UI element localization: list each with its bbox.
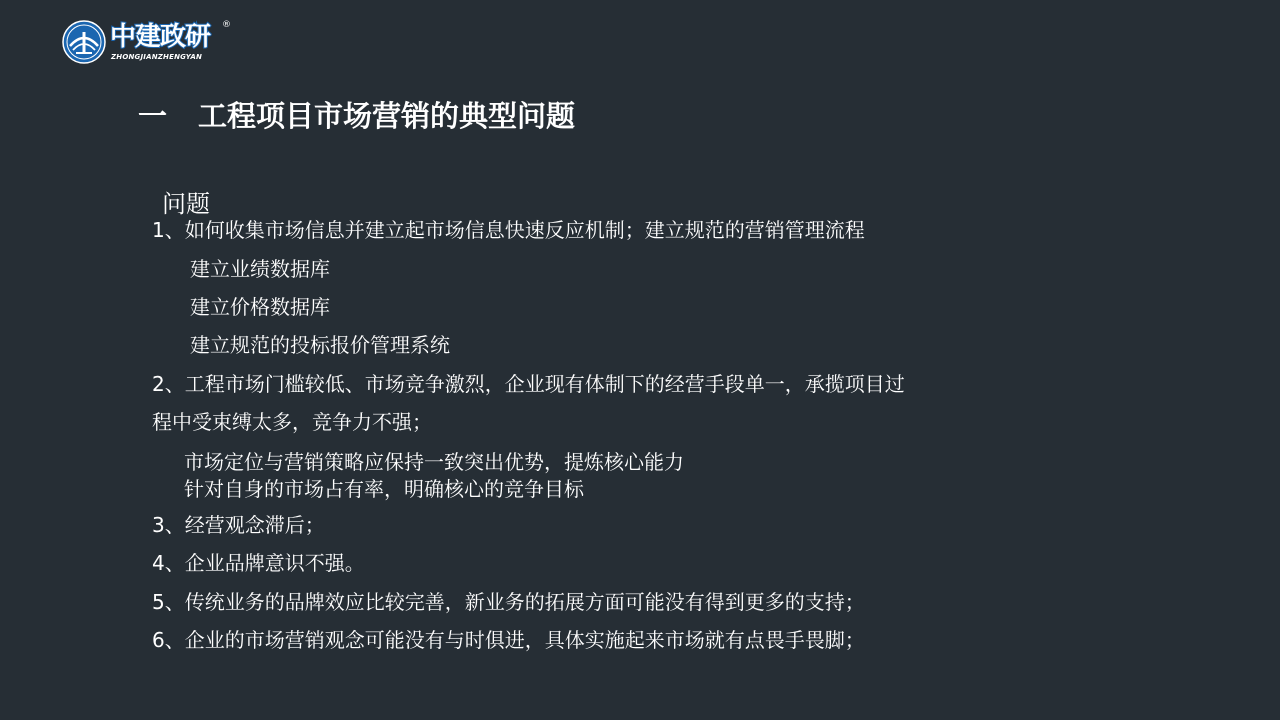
list-item-1-sub-3: 建立规范的投标报价管理系统 bbox=[190, 333, 450, 357]
logo-registered-mark: ® bbox=[222, 20, 231, 30]
list-item-4: 4、企业品牌意识不强。 bbox=[152, 551, 365, 575]
list-item-6: 6、企业的市场营销观念可能没有与时俱进，具体实施起来市场就有点畏手畏脚； bbox=[152, 628, 865, 652]
list-item-2-line-2: 程中受束缚太多，竞争力不强； bbox=[152, 410, 432, 434]
list-item-2-sub-2: 针对自身的市场占有率，明确核心的竞争目标 bbox=[184, 477, 584, 501]
company-logo bbox=[62, 20, 242, 66]
list-item-2-sub-1: 市场定位与营销策略应保持一致突出优势，提炼核心能力 bbox=[184, 450, 684, 474]
list-item-2-line-1: 2、工程市场门槛较低、市场竞争激烈，企业现有体制下的经营手段单一，承揽项目过 bbox=[152, 372, 905, 396]
list-item-5: 5、传统业务的品牌效应比较完善，新业务的拓展方面可能没有得到更多的支持； bbox=[152, 590, 865, 614]
logo-emblem-icon bbox=[62, 20, 106, 64]
list-item-3: 3、经营观念滞后； bbox=[152, 513, 325, 537]
page-title bbox=[138, 96, 575, 136]
title-text: 工程项目市场营销的典型问题 bbox=[198, 99, 576, 133]
logo-name: 中建政研 bbox=[110, 22, 211, 52]
list-item-1: 1、如何收集市场信息并建立起市场信息快速反应机制；建立规范的营销管理流程 bbox=[152, 218, 865, 242]
title-number: 一 bbox=[138, 99, 168, 133]
logo-pinyin: ZHONGJIANZHENGYAN bbox=[111, 53, 203, 61]
list-item-1-sub-2: 建立价格数据库 bbox=[190, 295, 330, 319]
list-item-1-sub-1: 建立业绩数据库 bbox=[190, 257, 330, 281]
section-label: 问题 bbox=[162, 190, 210, 218]
